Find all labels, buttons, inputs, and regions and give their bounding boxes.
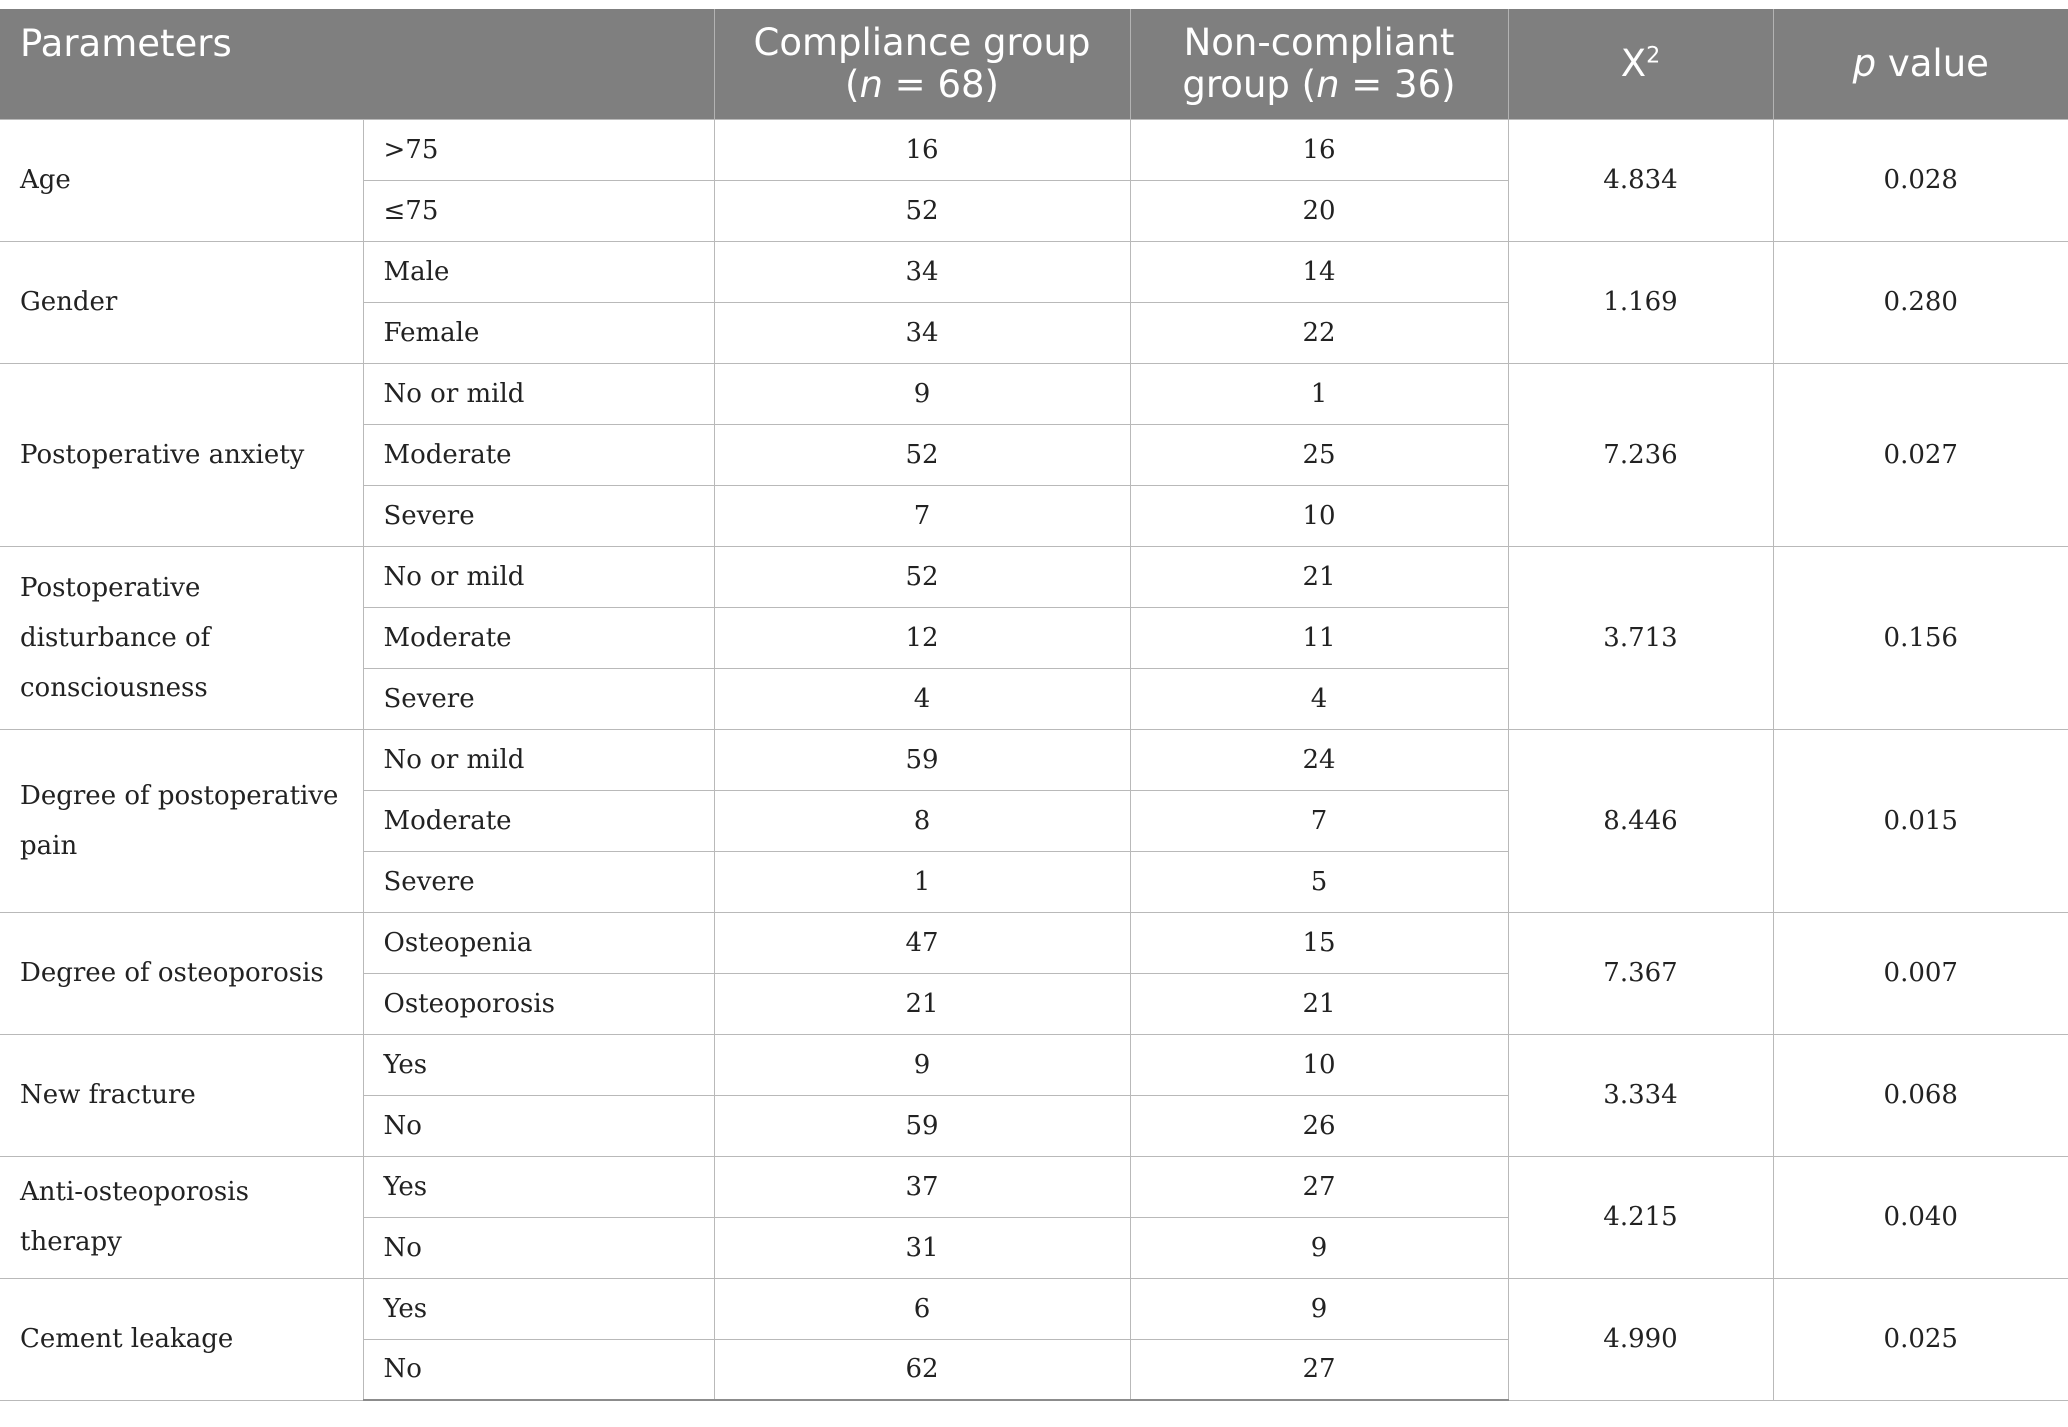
compliance-count-cell: 34 xyxy=(714,302,1130,363)
level-cell: Severe xyxy=(363,668,714,729)
parameter-cell: Degree of osteoporosis xyxy=(0,912,363,1034)
table-row xyxy=(0,1156,2068,1217)
header-compliance-count: = 68) xyxy=(882,62,999,106)
level-cell: Yes xyxy=(363,1156,714,1217)
chi-square-cell: 7.236 xyxy=(1508,363,1773,546)
noncompliant-count-cell: 10 xyxy=(1130,485,1508,546)
level-cell: >75 xyxy=(363,119,714,180)
compliance-count-cell: 9 xyxy=(714,1034,1130,1095)
noncompliant-count-cell: 9 xyxy=(1130,1278,1508,1339)
noncompliant-count-cell: 7 xyxy=(1130,790,1508,851)
chi-square-cell: 8.446 xyxy=(1508,729,1773,912)
header-compliance-paren: ( xyxy=(845,62,860,106)
chi-square-cell: 4.990 xyxy=(1508,1278,1773,1400)
level-cell: Moderate xyxy=(363,424,714,485)
table-row xyxy=(0,241,2068,302)
table-row xyxy=(0,1278,2068,1339)
chi-square-cell: 4.834 xyxy=(1508,119,1773,241)
compliance-count-cell: 52 xyxy=(714,424,1130,485)
p-value-cell: 0.025 xyxy=(1773,1278,2068,1400)
header-compliance-group xyxy=(714,9,1130,119)
level-cell: Male xyxy=(363,241,714,302)
compliance-count-cell: 16 xyxy=(714,119,1130,180)
compliance-count-cell: 4 xyxy=(714,668,1130,729)
parameter-cell: Postoperative disturbance of consciousness xyxy=(0,546,363,729)
noncompliant-count-cell: 21 xyxy=(1130,546,1508,607)
compliance-count-cell: 59 xyxy=(714,729,1130,790)
chi-square-cell: 3.334 xyxy=(1508,1034,1773,1156)
compliance-count-cell: 34 xyxy=(714,241,1130,302)
compliance-count-cell: 1 xyxy=(714,851,1130,912)
level-cell: Yes xyxy=(363,1278,714,1339)
p-value-cell: 0.007 xyxy=(1773,912,2068,1034)
compliance-count-cell: 12 xyxy=(714,607,1130,668)
chi-square-cell: 3.713 xyxy=(1508,546,1773,729)
compliance-count-cell: 7 xyxy=(714,485,1130,546)
header-chi-superscript: 2 xyxy=(1646,42,1661,69)
header-compliance-line2 xyxy=(733,64,1112,106)
table-header xyxy=(0,9,2068,119)
header-parameters-label: Parameters xyxy=(20,22,232,65)
noncompliant-count-cell: 26 xyxy=(1130,1095,1508,1156)
p-value-cell: 0.280 xyxy=(1773,241,2068,363)
table-row xyxy=(0,119,2068,180)
header-noncompliant-line2 xyxy=(1149,64,1490,106)
chi-square-cell: 7.367 xyxy=(1508,912,1773,1034)
noncompliant-count-cell: 24 xyxy=(1130,729,1508,790)
compliance-count-cell: 37 xyxy=(714,1156,1130,1217)
level-cell: Severe xyxy=(363,851,714,912)
p-value-cell: 0.040 xyxy=(1773,1156,2068,1278)
header-noncompliant-group xyxy=(1130,9,1508,119)
noncompliant-count-cell: 9 xyxy=(1130,1217,1508,1278)
level-cell: Moderate xyxy=(363,790,714,851)
parameter-cell: Age xyxy=(0,119,363,241)
table-row xyxy=(0,363,2068,424)
level-cell: Osteoporosis xyxy=(363,973,714,1034)
level-cell: Yes xyxy=(363,1034,714,1095)
level-cell: Osteopenia xyxy=(363,912,714,973)
noncompliant-count-cell: 16 xyxy=(1130,119,1508,180)
compliance-count-cell: 8 xyxy=(714,790,1130,851)
noncompliant-count-cell: 1 xyxy=(1130,363,1508,424)
header-p-word: value xyxy=(1876,41,1989,85)
level-cell: Female xyxy=(363,302,714,363)
compliance-count-cell: 9 xyxy=(714,363,1130,424)
noncompliant-count-cell: 5 xyxy=(1130,851,1508,912)
level-cell: No or mild xyxy=(363,363,714,424)
header-chi-square xyxy=(1508,9,1773,119)
results-table xyxy=(0,9,2068,1401)
header-p-letter: p xyxy=(1852,41,1877,85)
header-chi-base: X xyxy=(1620,41,1647,85)
compliance-count-cell: 47 xyxy=(714,912,1130,973)
compliance-count-cell: 59 xyxy=(714,1095,1130,1156)
noncompliant-count-cell: 10 xyxy=(1130,1034,1508,1095)
noncompliant-count-cell: 27 xyxy=(1130,1339,1508,1400)
p-value-cell: 0.068 xyxy=(1773,1034,2068,1156)
table-row xyxy=(0,1034,2068,1095)
compliance-count-cell: 21 xyxy=(714,973,1130,1034)
header-compliance-line1: Compliance group xyxy=(753,20,1091,64)
noncompliant-count-cell: 27 xyxy=(1130,1156,1508,1217)
header-parameters xyxy=(0,9,714,119)
noncompliant-count-cell: 15 xyxy=(1130,912,1508,973)
compliance-count-cell: 52 xyxy=(714,546,1130,607)
parameter-cell: New fracture xyxy=(0,1034,363,1156)
table-body xyxy=(0,119,2068,1400)
p-value-cell: 0.015 xyxy=(1773,729,2068,912)
level-cell: No or mild xyxy=(363,729,714,790)
chi-square-cell: 4.215 xyxy=(1508,1156,1773,1278)
p-value-cell: 0.027 xyxy=(1773,363,2068,546)
noncompliant-count-cell: 22 xyxy=(1130,302,1508,363)
parameter-cell: Gender xyxy=(0,241,363,363)
p-value-cell: 0.028 xyxy=(1773,119,2068,241)
level-cell: Severe xyxy=(363,485,714,546)
noncompliant-count-cell: 11 xyxy=(1130,607,1508,668)
table-row xyxy=(0,912,2068,973)
compliance-count-cell: 62 xyxy=(714,1339,1130,1400)
compliance-count-cell: 6 xyxy=(714,1278,1130,1339)
table-row xyxy=(0,546,2068,607)
header-row xyxy=(0,9,2068,119)
noncompliant-count-cell: 4 xyxy=(1130,668,1508,729)
table-row xyxy=(0,729,2068,790)
header-p-value xyxy=(1773,9,2068,119)
header-noncompliant-n: n xyxy=(1316,62,1340,106)
parameter-cell: Anti-osteoporosis therapy xyxy=(0,1156,363,1278)
header-compliance-n: n xyxy=(859,62,883,106)
chi-square-cell: 1.169 xyxy=(1508,241,1773,363)
level-cell: No xyxy=(363,1217,714,1278)
parameter-cell: Postoperative anxiety xyxy=(0,363,363,546)
level-cell: No xyxy=(363,1339,714,1400)
header-noncompliant-line1: Non-compliant xyxy=(1183,20,1455,64)
level-cell: ≤75 xyxy=(363,180,714,241)
header-noncompliant-count: = 36) xyxy=(1339,62,1456,106)
parameter-cell: Cement leakage xyxy=(0,1278,363,1400)
header-noncompliant-group-word: group ( xyxy=(1182,62,1317,106)
noncompliant-count-cell: 14 xyxy=(1130,241,1508,302)
compliance-count-cell: 31 xyxy=(714,1217,1130,1278)
compliance-count-cell: 52 xyxy=(714,180,1130,241)
level-cell: No xyxy=(363,1095,714,1156)
level-cell: No or mild xyxy=(363,546,714,607)
noncompliant-count-cell: 25 xyxy=(1130,424,1508,485)
p-value-cell: 0.156 xyxy=(1773,546,2068,729)
noncompliant-count-cell: 21 xyxy=(1130,973,1508,1034)
level-cell: Moderate xyxy=(363,607,714,668)
parameter-cell: Degree of postoperative pain xyxy=(0,729,363,912)
noncompliant-count-cell: 20 xyxy=(1130,180,1508,241)
